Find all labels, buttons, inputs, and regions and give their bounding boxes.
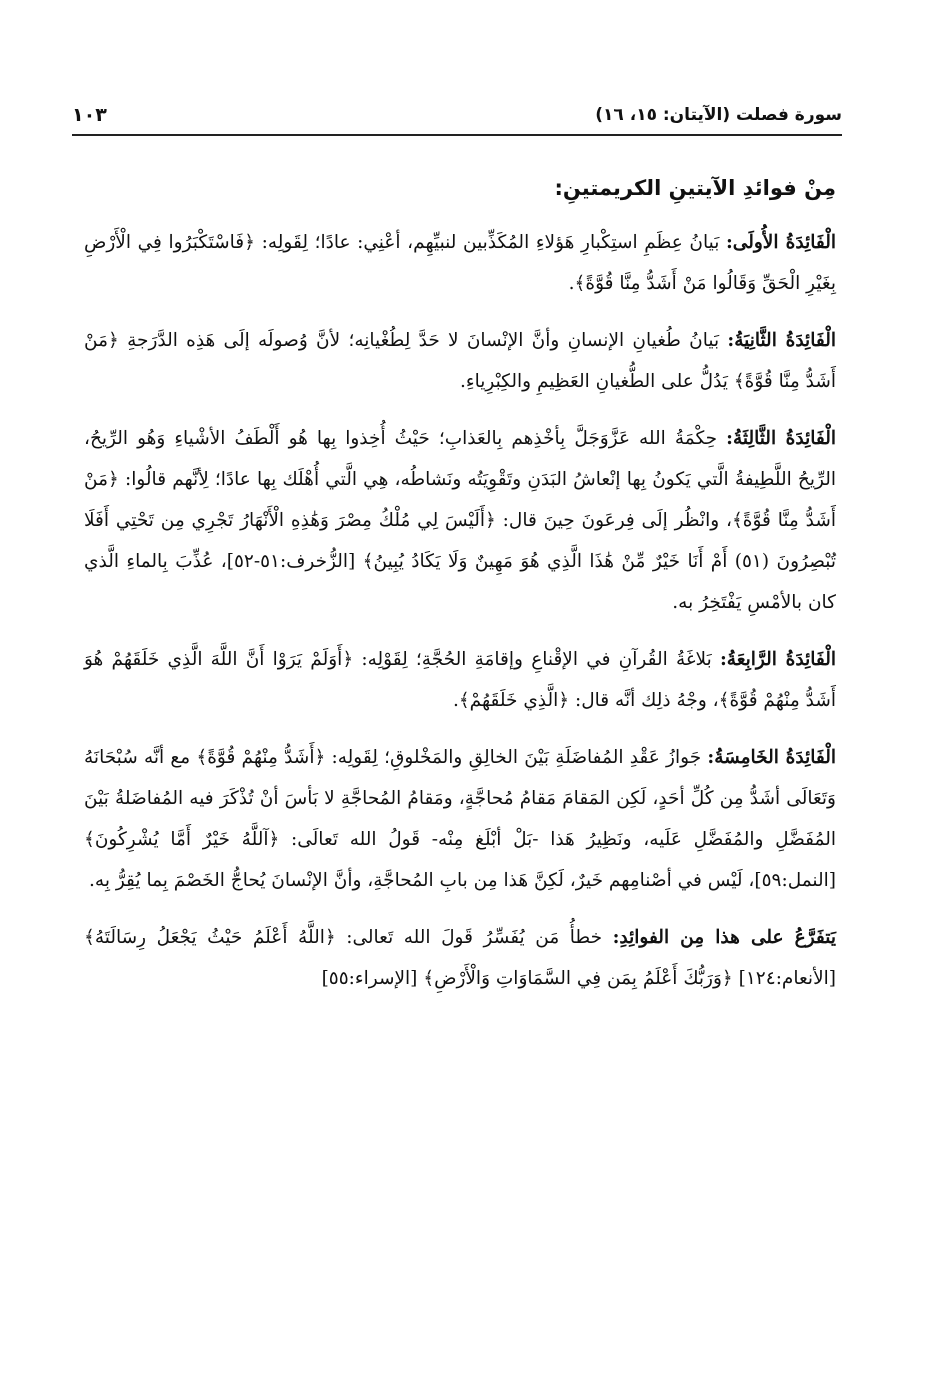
paragraph-text: خطأُ مَن يُفَسِّرُ قَولَ الله تَعالى: ﴿اللَّهُ أَعْلَمُ حَيْثُ يَجْعَلُ رِسَالَتَهُ﴾ [الأنعام:١٢٤] ﴿وَرَبُّكَ أَعْلَمُ بِمَن فِي السَّمَاوَاتِ وَالْأَرْضِ﴾ [الإسراء:٥٥] [84, 927, 836, 989]
paragraph-benefit-2 [84, 320, 836, 402]
header-rule [72, 134, 842, 136]
paragraph-benefit-3 [84, 418, 836, 623]
paragraph-benefit-1 [84, 222, 836, 304]
paragraph-text: بَلاغَةُ القُرآنِ في الإقْناعِ وإقامَةِ الحُجَّةِ؛ لِقَوْلِه: ﴿أَوَلَمْ يَرَوْا أَنَّ اللَّهَ الَّذِي خَلَقَهُمْ هُوَ أَشَدُّ مِنْهُمْ قُوَّةً﴾، وجْهُ ذلِك أنَّه قال: ﴿الَّذِي خَلَقَهُمْ﴾. [84, 649, 836, 711]
page-header [72, 98, 842, 132]
paragraph-benefit-5 [84, 737, 836, 901]
paragraph-label: الْفَائِدَةُ الثَّانِيَةُ: [727, 330, 836, 351]
paragraph-label: الْفَائِدَةُ الخَامِسَةُ: [707, 747, 836, 768]
paragraph-benefit-4 [84, 639, 836, 721]
paragraph-label: الْفَائِدَةُ الرَّابِعَةُ: [719, 649, 836, 670]
chapter-title: سورة فصلت (الآيتان: ١٥، ١٦) [595, 105, 842, 125]
paragraph-text: حِكْمَةُ الله عَزَّوَجَلَّ بِأخْذِهم بِالعَذابِ؛ حَيْثُ أُخِذوا بِها هُو أَلْطَفُ الأشْياءِ وَهُو الرِّيحُ، الرِّيحُ اللَّطِيفةُ الَّتي يَكونُ بِها إنْعاشُ البَدَنِ وتَقْوِيَتُه ونَشاطُه، هِي الَّتي أُهْلَك بِها عادًا؛ لِأنَّهم قالُوا: ﴿مَنْ أَشَدُّ مِنَّا قُوَّةً﴾، وانْظُر إلَى فِرعَونَ حِينَ قال: ﴿أَلَيْسَ لِي مُلْكُ مِصْرَ وَهَٰذِهِ الْأَنْهَارُ تَجْرِي مِن تَحْتِي أَفَلَا تُبْصِرُونَ (٥١) أَمْ أَنَا خَيْرٌ مِّنْ هَٰذَا الَّذِي هُوَ مَهِينٌ وَلَا يَكَادُ يُبِينُ﴾ [الزُّخرف:٥١-٥٢]، عُذِّبَ بِالماءِ الَّذي كان بالأمْسِ يَفْتَخِرُ به. [84, 428, 836, 613]
section-title: مِنْ فوائدِ الآيتينِ الكريمتينِ: [554, 176, 836, 200]
paragraph-label: الْفَائِدَةُ الأُولَى: [725, 232, 836, 253]
paragraph-text: بَيانُ طُغيانِ الإنسانِ وأنَّ الإنْسانَ لا حَدَّ لِطُغْيانِه؛ لأنَّ وُصولَه إلَى هَذِه الدَّرَجةِ ﴿مَنْ أَشَدُّ مِنَّا قُوَّةً﴾ يَدُلُّ على الطُّغيانِ العَظِيمِ والكِبْرِياءِ. [84, 330, 836, 392]
paragraph-label: الْفَائِدَةُ الثَّالِثَةُ: [726, 428, 836, 449]
paragraph-text: جَوازُ عَقْدِ المُفاضَلَةِ بَيْنَ الخالِقِ والمَخْلوقِ؛ لِقَولِه: ﴿أَشَدُّ مِنْهُمْ قُوَّةً﴾ مع أنَّه سُبْحَانَهُ وَتَعَالَى أشَدُّ مِن كُلِّ أحَدٍ، لَكِن المَقامَ مَقامُ مُحاجَّةٍ، ومَقامُ المُحاجَّةِ لا بَأسَ أنْ تُذْكَرَ فيه المُفاضَلةُ بَيْنَ المُفَضَّلِ والمُفَضَّلِ عَلَيه، ونَظِيرُ هَذا -بَلْ أبْلَغ مِنْه- قَولُ الله تَعالَى: ﴿آللَّهُ خَيْرٌ أَمَّا يُشْرِكُونَ﴾ [النمل:٥٩]، لَيْس في أصْنامِهم خَيرٌ، لَكِنَّ هَذا مِن بابِ المُحاجَّةِ، وأنَّ الإنْسانَ يُحاجُّ الخَصْمَ بِما يُقِرُّ بِه. [84, 747, 836, 891]
paragraph-label: يَتفَرَّعُ على هذا مِن الفوائِدِ: [612, 927, 836, 948]
paragraph-text: بَيانُ عِظَمِ استِكْبارِ هَؤلاءِ المُكَذِّبين لنبيِّهِم، أعْنِي: عادًا؛ لِقَولِه: ﴿فَاسْتَكْبَرُوا فِي الْأَرْضِ بِغَيْرِ الْحَقِّ وَقَالُوا مَنْ أَشَدُّ مِنَّا قُوَّةً﴾. [84, 232, 836, 294]
page-body [84, 176, 836, 1015]
page-number: ١٠٣ [72, 104, 107, 126]
paragraph-derived-benefit [84, 917, 836, 999]
